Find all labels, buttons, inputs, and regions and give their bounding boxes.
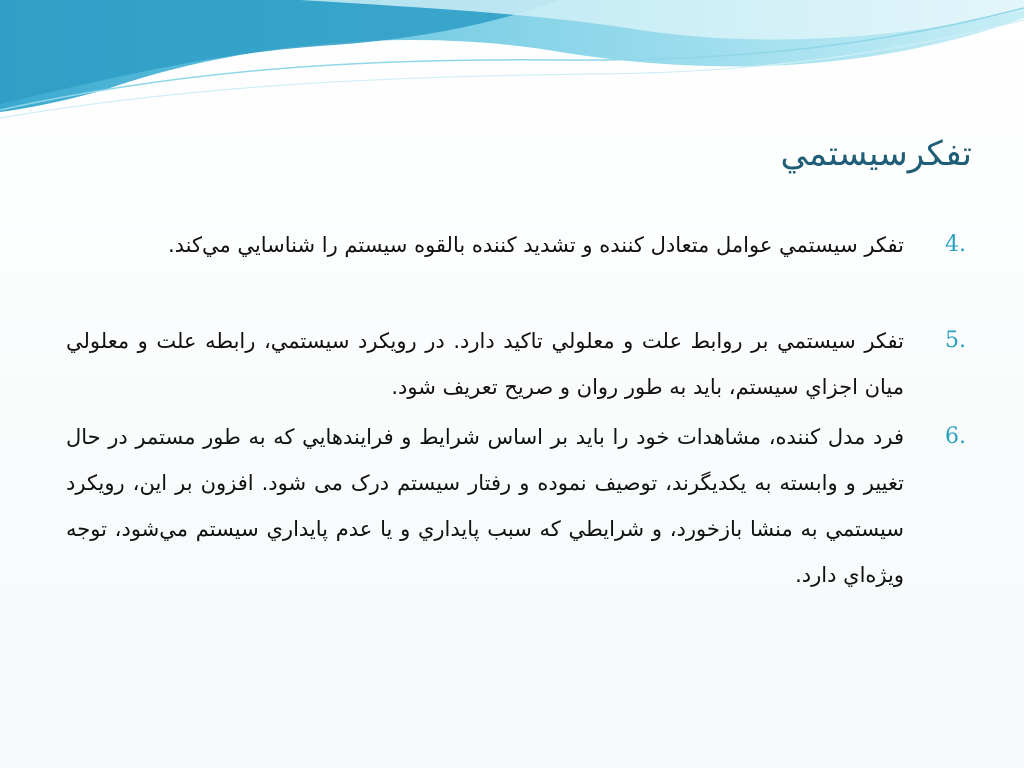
list-item: [66, 414, 966, 598]
numbered-list: [66, 222, 966, 598]
list-number: 5.: [945, 328, 966, 353]
list-item: [66, 318, 966, 410]
list-number: 4.: [945, 232, 966, 257]
list-item: [66, 222, 966, 314]
list-number: 6.: [945, 424, 966, 449]
header-wave-decoration: [0, 0, 1024, 130]
list-item-text: فرد مدل كننده، مشاهدات خود را بايد بر اساس شرايط و فرايندهايي كه به طور مستمر در حال تغيير و وابسته به يكديگرند، توصيف نموده و رفتار سيستم درک می شود. افزون بر اين، رويكرد سيستمي به منشا بازخورد، و شرايطي كه سبب پايداري و يا عدم پايداري سيستم مي‌شود، توجه ويژه‌اي دارد.: [66, 425, 904, 587]
list-item-text: تفكر سيستمي عوامل متعادل كننده و تشديد كننده بالقوه سيستم را شناسايي مي‌كند.: [167, 233, 904, 257]
list-item-text: تفكر سيستمي بر روابط علت و معلولي تاكيد دارد. در رويكرد سيستمي، رابطه علت و معلولي ميان اجزاي سيستم، بايد به طور روان و صريح تعريف شود.: [66, 329, 904, 399]
slide-title: تفكرسيستمي: [780, 134, 972, 174]
